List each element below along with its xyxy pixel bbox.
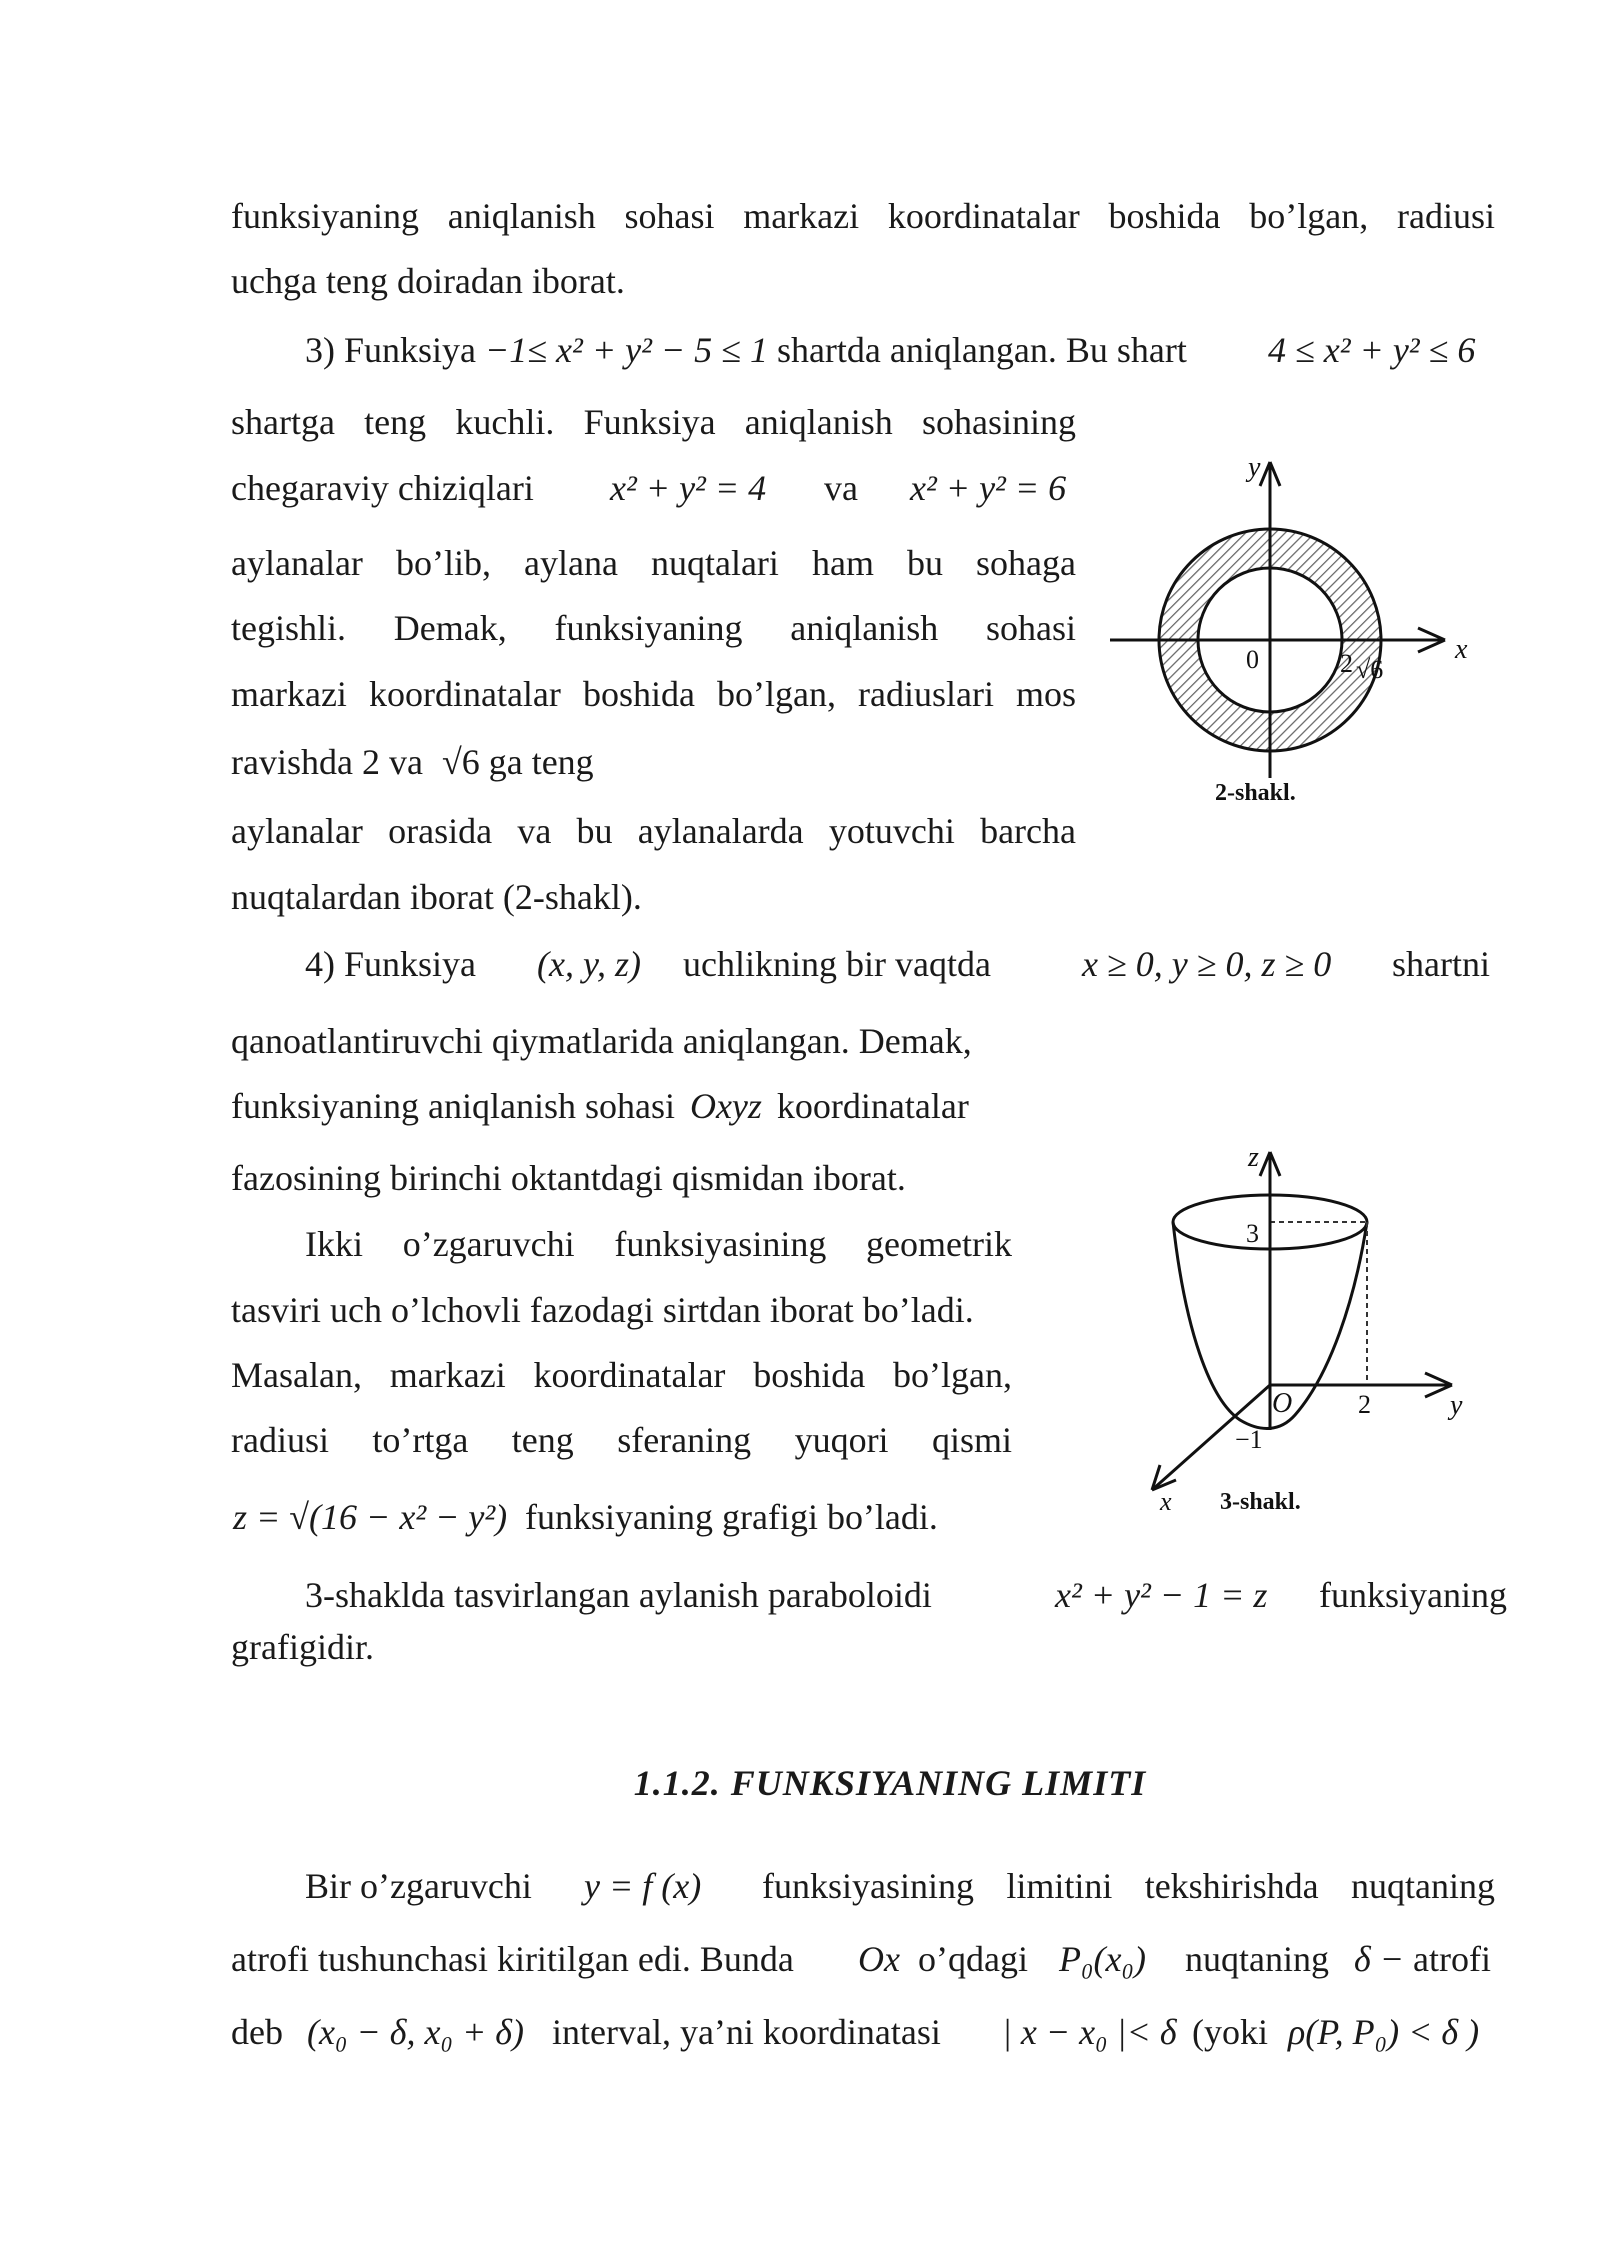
text-span: shartga teng kuchli. Funksiya aniqlanish sohasining bbox=[231, 402, 1076, 442]
text-line bbox=[231, 672, 1076, 716]
text-line bbox=[910, 466, 1066, 510]
text-line bbox=[231, 1625, 374, 1669]
text-span: funksiyaning aniqlanish sohasi bbox=[231, 1086, 675, 1126]
text-line bbox=[584, 1864, 701, 1908]
text-span: 3-shakldа tasvirlangan aylanish paraboloidi bbox=[305, 1575, 932, 1615]
math-inline: (x, y, z) bbox=[537, 944, 641, 984]
text-line bbox=[305, 328, 1187, 372]
text-line bbox=[231, 541, 1076, 585]
text-line bbox=[1268, 328, 1475, 372]
text-span: tasviri uch o’lchovli fazodagi sirtdan iborat bo’ladi. bbox=[231, 1290, 974, 1330]
text-line bbox=[610, 466, 766, 510]
text-span: koordinatalar bbox=[776, 1086, 969, 1126]
text-span: shartni bbox=[1392, 944, 1490, 984]
text-line bbox=[918, 1937, 1028, 1981]
math-inline: δ − bbox=[1354, 1939, 1405, 1979]
text-line bbox=[305, 1222, 1012, 1266]
text-line bbox=[1059, 1937, 1146, 1981]
text-line bbox=[231, 809, 1076, 853]
y-axis-label: y bbox=[1450, 1390, 1463, 1421]
text-line bbox=[233, 1495, 507, 1539]
math-inline: P₀(x₀) bbox=[1059, 1939, 1146, 1979]
text-span: funksiyaning aniqlanish sohasi markazi koordinatalar boshida bo’lgan, radiusi bbox=[231, 196, 1495, 236]
text-line bbox=[231, 1084, 969, 1128]
text-span: funksiyaning grafigi bo’ladi. bbox=[525, 1497, 938, 1537]
text-line bbox=[1392, 942, 1490, 986]
text-line bbox=[231, 1156, 906, 1200]
z-axis-label: z bbox=[1248, 1142, 1259, 1173]
math-inline: y = f (x) bbox=[584, 1866, 702, 1906]
text-line bbox=[824, 466, 858, 510]
text-span: radiusi to’rtga teng sferaning yuqori qismi bbox=[231, 1420, 1012, 1460]
text-line bbox=[683, 942, 991, 986]
text-line bbox=[1192, 2010, 1268, 2054]
text-line bbox=[1002, 2010, 1177, 2054]
text-span: shartda aniqlangan. Bu shart bbox=[776, 330, 1187, 370]
text-line bbox=[231, 1353, 1012, 1397]
text-span: aylanalar bo’lib, aylana nuqtalari ham bu sohaga bbox=[231, 543, 1076, 583]
text-line bbox=[1354, 1937, 1404, 1981]
text-line bbox=[1288, 2010, 1479, 2054]
math-inline: Ox bbox=[858, 1939, 900, 1979]
text-span: nuqtalardan iborat (2-shakl). bbox=[231, 877, 642, 917]
math-inline: x ≥ 0, y ≥ 0, z ≥ 0 bbox=[1082, 944, 1332, 984]
origin-label: 0 bbox=[1246, 645, 1259, 674]
math-inline: z = √(16 − x² − y²) bbox=[233, 1497, 508, 1537]
figure-3-caption: 3-shakl. bbox=[1220, 1489, 1301, 1515]
text-span: funksiyasining limitini tekshirishda nuqtaning bbox=[762, 1866, 1495, 1906]
text-span: interval, ya’ni koordinatasi bbox=[552, 2012, 941, 2052]
text-span: o’qdagi bbox=[918, 1939, 1028, 1979]
figure-2-caption: 2-shakl. bbox=[1215, 780, 1296, 806]
math-inline: x² + y² − 1 = z bbox=[1055, 1575, 1268, 1615]
text-span: atrofi bbox=[1413, 1939, 1491, 1979]
x-axis-label: x bbox=[1160, 1487, 1172, 1516]
text-line bbox=[231, 2010, 283, 2054]
text-line bbox=[1413, 1937, 1491, 1981]
text-span: uchga teng doiradan iborat. bbox=[231, 261, 625, 301]
text-line bbox=[305, 942, 476, 986]
text-line bbox=[537, 942, 641, 986]
text-span: nuqtaning bbox=[1185, 1939, 1329, 1979]
text-span: 4) Funksiya bbox=[305, 944, 476, 984]
text-line bbox=[305, 1573, 932, 1617]
math-inline: x² + y² = 6 bbox=[910, 468, 1067, 508]
text-span: ga teng bbox=[488, 742, 594, 782]
math-inline: 4 ≤ x² + y² ≤ 6 bbox=[1268, 330, 1476, 370]
text-span: 3) Funksiya bbox=[305, 330, 476, 370]
text-span: Bir o’zgaruvchi bbox=[305, 1866, 532, 1906]
text-line bbox=[231, 740, 594, 784]
text-span: va bbox=[388, 742, 423, 782]
x-axis-label: x bbox=[1455, 634, 1468, 665]
text-line bbox=[525, 1495, 938, 1539]
text-line bbox=[231, 194, 1495, 238]
math-inline: x² + y² = 4 bbox=[610, 468, 767, 508]
origin-label: O bbox=[1272, 1388, 1293, 1419]
text-line bbox=[1082, 942, 1331, 986]
text-line bbox=[231, 466, 534, 510]
minus-one-label: −1 bbox=[1235, 1425, 1263, 1454]
inner-radius-label: 2 bbox=[1340, 649, 1353, 678]
text-span: markazi koordinatalar boshida bo’lgan, radiuslari mos bbox=[231, 674, 1076, 714]
text-line bbox=[231, 259, 625, 303]
text-line bbox=[762, 1864, 1495, 1908]
text-line bbox=[231, 1288, 974, 1332]
text-span: Masalan, markazi koordinatalar boshida bo’lgan, bbox=[231, 1355, 1012, 1395]
text-line bbox=[1319, 1573, 1507, 1617]
math-inline: −1≤ x² + y² − 5 ≤ 1 bbox=[485, 330, 768, 370]
section-heading: 1.1.2. FUNKSIYANING LIMITI bbox=[633, 1763, 1147, 1803]
y-axis-label: y bbox=[1248, 452, 1261, 483]
text-span: funksiyaning bbox=[1319, 1575, 1507, 1615]
math-inline: Oxyz bbox=[689, 1086, 762, 1126]
text-span: aylanalar orasida va bu aylanalarda yotuvchi barcha bbox=[231, 811, 1076, 851]
text-line bbox=[305, 1864, 532, 1908]
text-line bbox=[231, 400, 1076, 444]
figure-3-paraboloid bbox=[1130, 1130, 1510, 1520]
text-line bbox=[552, 2010, 941, 2054]
text-line bbox=[1185, 1937, 1329, 1981]
outer-radius-label: √6 bbox=[1356, 655, 1384, 684]
text-span: tegishli. Demak, funksiyaning aniqlanish sohasi bbox=[231, 608, 1076, 648]
text-line bbox=[231, 875, 642, 919]
text-span: va bbox=[824, 468, 858, 508]
text-span: (yoki bbox=[1192, 2012, 1268, 2052]
text-line bbox=[231, 1019, 972, 1063]
text-span: uchlikning bir vaqtda bbox=[683, 944, 991, 984]
top-value-label: 3 bbox=[1246, 1219, 1259, 1248]
text-line bbox=[231, 1418, 1012, 1462]
text-span: ravishda bbox=[231, 742, 353, 782]
math-inline: √6 bbox=[441, 742, 480, 782]
math-inline: | x − x₀ |< δ bbox=[1002, 2012, 1177, 2052]
text-line bbox=[858, 1937, 900, 1981]
text-span: deb bbox=[231, 2012, 283, 2052]
text-span: fazosining birinchi oktantdagi qismidan iborat. bbox=[231, 1158, 906, 1198]
figure-2-annulus bbox=[1100, 440, 1480, 820]
text-line bbox=[231, 606, 1076, 650]
text-span: chegaraviy chiziqlari bbox=[231, 468, 534, 508]
math-inline: (x₀ − δ, x₀ + δ) bbox=[307, 2012, 525, 2052]
math-inline: ρ(P, P₀) < δ ) bbox=[1288, 2012, 1480, 2052]
math-inline: 2 bbox=[361, 742, 380, 782]
text-span: grafigidir. bbox=[231, 1627, 374, 1667]
text-span: qanoatlantiruvchi qiymatlarida aniqlangan. Demak, bbox=[231, 1021, 972, 1061]
text-span: Ikki o’zgaruvchi funksiyasining geometrik bbox=[305, 1224, 1012, 1264]
text-line bbox=[307, 2010, 524, 2054]
text-line bbox=[231, 1937, 794, 1981]
text-line bbox=[1055, 1573, 1267, 1617]
text-span: atrofi tushunchasi kiritilgan edi. Bunda bbox=[231, 1939, 794, 1979]
y-value-label: 2 bbox=[1358, 1390, 1371, 1419]
